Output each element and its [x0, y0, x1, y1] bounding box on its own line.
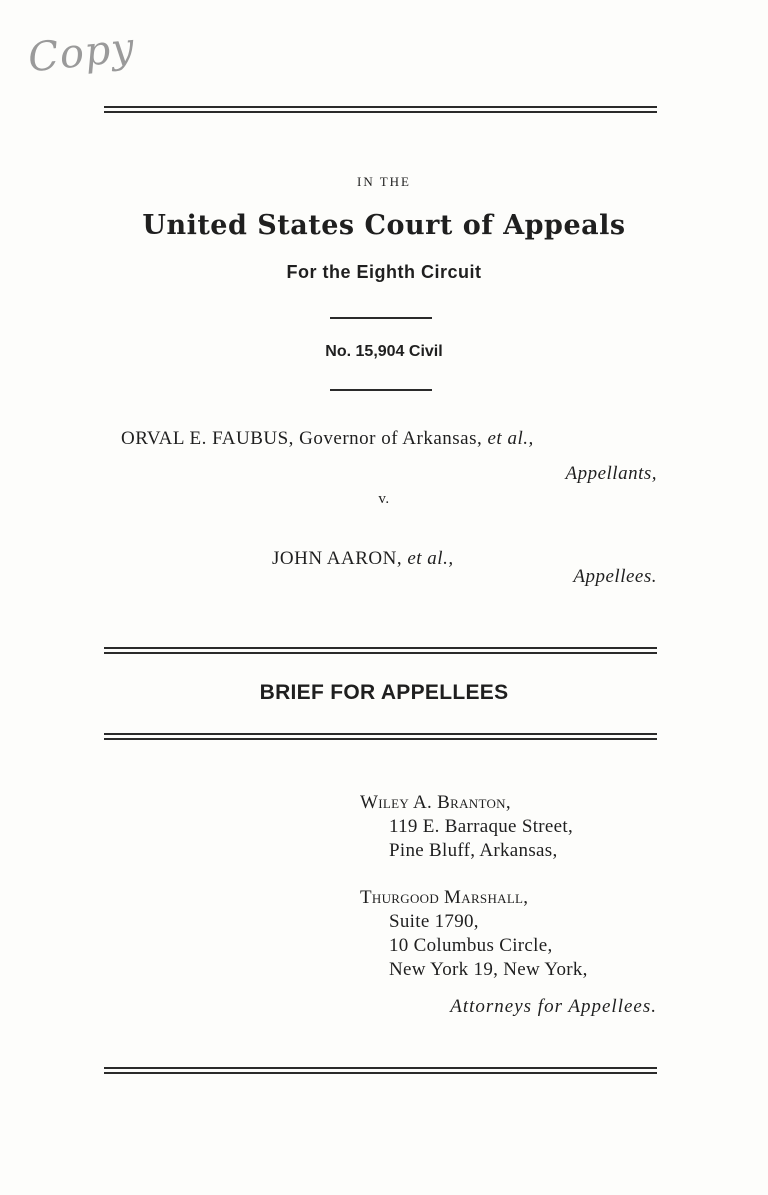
brief-title: BRIEF FOR APPELLEES	[259, 681, 509, 704]
attorney-name: Wiley A. Branton,	[360, 792, 511, 813]
handwritten-copy-note: Copy	[25, 24, 138, 82]
appellee-role: Appellees.	[573, 566, 657, 587]
double-rule-below-title	[104, 733, 657, 740]
short-rule-1	[330, 317, 432, 319]
appellant-name: ORVAL E. FAUBUS, Governor of Arkansas,	[121, 428, 483, 449]
top-double-rule	[104, 106, 657, 113]
appellant-role: Appellants,	[565, 463, 657, 484]
versus: v.	[378, 491, 390, 507]
attorney-address-line: 119 E. Barraque Street,	[389, 816, 573, 837]
appellant-et-al: et al.,	[487, 428, 534, 449]
attorney-address-line: Suite 1790,	[389, 911, 479, 932]
in-the-label: IN THE	[356, 174, 411, 189]
appellee-name: JOHN AARON,	[272, 548, 403, 569]
attorney-address-line: 10 Columbus Circle,	[389, 935, 553, 956]
attorney-block-1	[360, 791, 573, 863]
attorney-block-2	[360, 886, 588, 982]
attorney-name: Thurgood Marshall,	[360, 887, 529, 908]
appellant-line	[121, 428, 534, 450]
circuit-label: For the Eighth Circuit	[286, 262, 482, 282]
attorney-address-line: Pine Bluff, Arkansas,	[389, 840, 558, 861]
attorneys-role: Attorneys for Appellees.	[450, 996, 657, 1017]
court-name: United States Court of Appeals	[142, 210, 626, 241]
short-rule-2	[330, 389, 432, 391]
bottom-double-rule	[104, 1067, 657, 1074]
case-number: No. 15,904 Civil	[325, 343, 443, 360]
appellee-et-al: et al.,	[407, 548, 454, 569]
double-rule-above-title	[104, 647, 657, 654]
appellee-line	[272, 548, 454, 570]
attorney-address-line: New York 19, New York,	[389, 959, 588, 980]
